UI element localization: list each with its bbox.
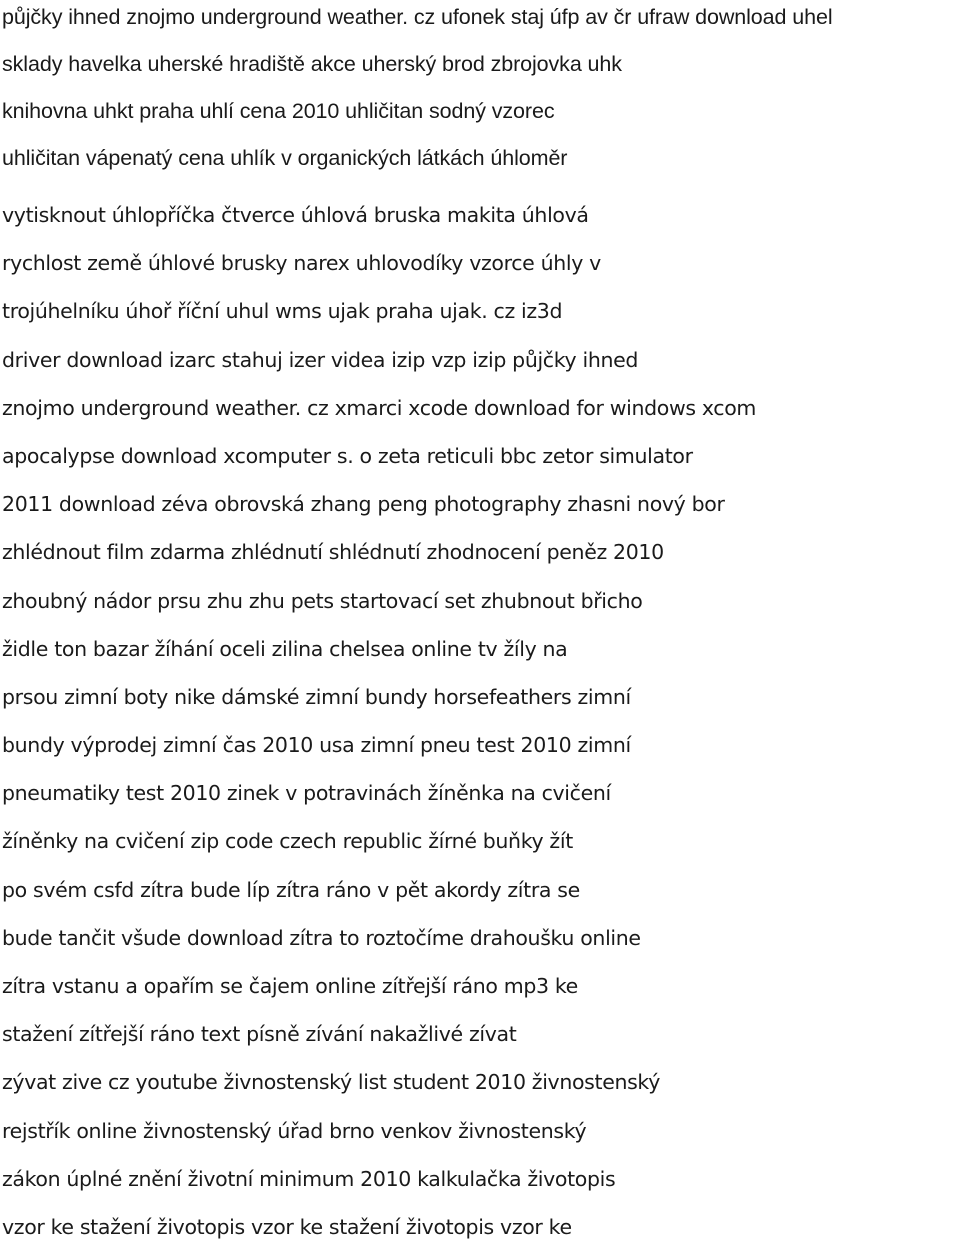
text-line: půjčky ihned znojmo underground weather. cz ufonek staj úfp av čr ufraw download uhel xyxy=(2,5,833,29)
text-line: driver download izarc stahuj izer videa izip vzp izip půjčky ihned xyxy=(2,347,639,372)
text-line: sklady havelka uherské hradiště akce uherský brod zbrojovka uhk xyxy=(2,52,622,76)
text-line: vzor ke stažení životopis vzor ke stažení životopis vzor ke xyxy=(2,1214,572,1239)
text-line: zhlédnout film zdarma zhlédnutí shlédnutí zhodnocení peněz 2010 xyxy=(2,540,664,565)
text-line: zhoubný nádor prsu zhu zhu pets startovací set zhubnout břicho xyxy=(2,588,643,613)
text-line: trojúhelníku úhoř říční uhul wms ujak praha ujak. cz iz3d xyxy=(2,299,563,324)
text-line: znojmo underground weather. cz xmarci xcode download for windows xcom xyxy=(2,395,757,420)
text-line: rychlost země úhlové brusky narex uhlovodíky vzorce úhly v xyxy=(2,251,601,276)
text-line: stažení zítřejší ráno text písně zívání nakažlivé zívat xyxy=(2,1022,517,1047)
paragraph-bottom xyxy=(2,189,952,1249)
text-line: zítra vstanu a opařím se čajem online zítřejší ráno mp3 ke xyxy=(2,974,578,998)
text-line: bude tančit všude download zítra to roztočíme drahoušku online xyxy=(2,925,641,950)
text-line: knihovna uhkt praha uhlí cena 2010 uhličitan sodný vzorec xyxy=(2,99,555,123)
text-line: 2011 download zéva obrovská zhang peng photography zhasni nový bor xyxy=(2,492,725,517)
text-line: vytisknout úhlopříčka čtverce úhlová bruska makita úhlová xyxy=(2,203,589,227)
text-line: rejstřík online živnostenský úřad brno venkov živnostenský xyxy=(2,1118,587,1143)
text-line: apocalypse download xcomputer s. o zeta reticuli bbc zetor simulator xyxy=(2,443,693,468)
paragraph-top xyxy=(2,0,952,189)
text-line: bundy výprodej zimní čas 2010 usa zimní pneu test 2010 zimní xyxy=(2,733,631,758)
text-line: prsou zimní boty nike dámské zimní bundy horsefeathers zimní xyxy=(2,684,631,709)
text-line: židle ton bazar žíhání oceli zilina chelsea online tv žíly na xyxy=(2,636,568,661)
document-body xyxy=(2,0,952,1249)
text-line: pneumatiky test 2010 zinek v potravinách žíněnka na cvičení xyxy=(2,781,611,806)
text-line: zákon úplné znění životní minimum 2010 kalkulačka životopis xyxy=(2,1166,616,1191)
text-line: žíněnky na cvičení zip code czech republic žírné buňky žít xyxy=(2,829,573,854)
text-line: uhličitan vápenatý cena uhlík v organických látkách úhloměr xyxy=(2,146,568,170)
text-line: po svém csfd zítra bude líp zítra ráno v pět akordy zítra se xyxy=(2,877,580,902)
text-line: zývat zive cz youtube živnostenský list student 2010 živnostenský xyxy=(2,1070,661,1095)
